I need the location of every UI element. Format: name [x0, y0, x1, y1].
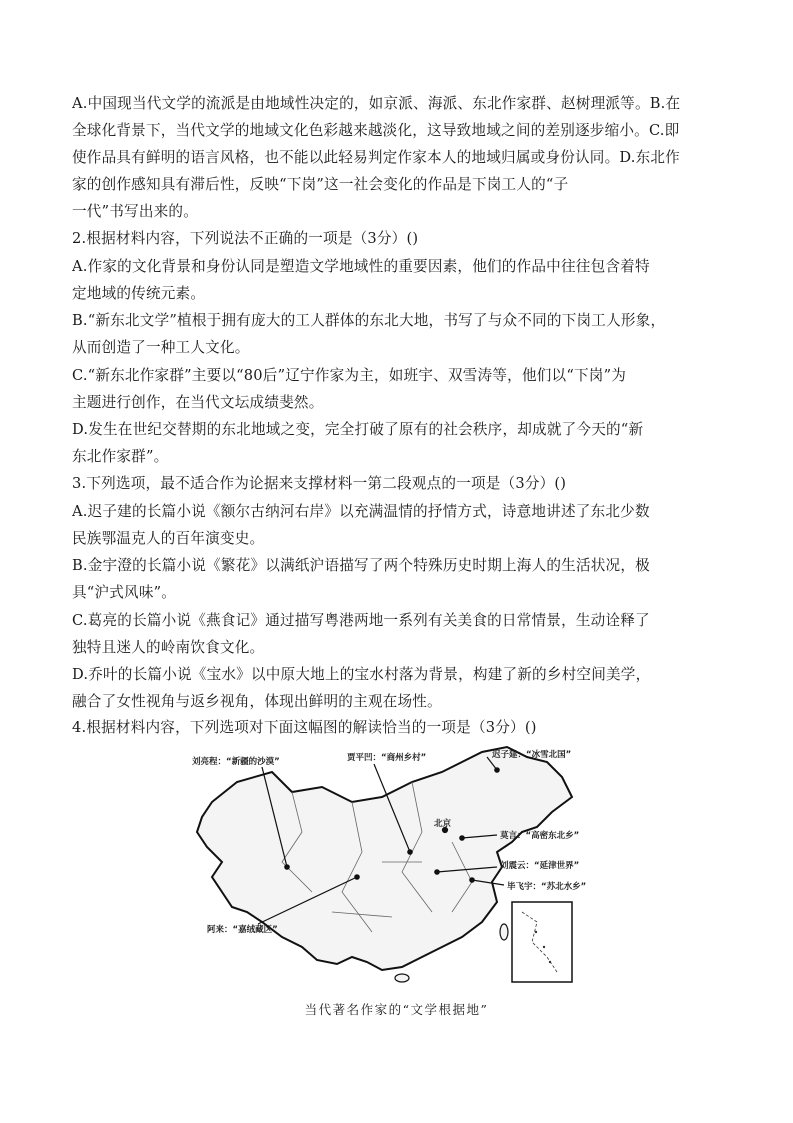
text-line: A.中国现当代文学的流派是由地域性决定的，如京派、海派、东北作家群、赵树理派等。B.在 [72, 95, 681, 112]
text-line: C.“新东北作家群”主要以“80后”辽宁作家为主，如班宇、双雪涛等，他们以“下岗”为 [72, 367, 627, 384]
label-liu-liangcheng: 刘亮程：“新疆的沙漠” [192, 757, 280, 767]
china-map [152, 742, 642, 988]
text-line: D.发生在世纪交替期的东北地域之变，完全打破了原有的社会秩序，却成就了今天的“新 [72, 421, 644, 438]
text-line: A.作家的文化背景和身份认同是塑造文学地域性的重要因素，他们的作品中往往包含着特 [72, 258, 650, 275]
text-line: 独特且迷人的岭南饮食文化。 [72, 639, 265, 656]
label-jia-pingwa: 贾平凹：“商州乡村” [347, 753, 427, 763]
text-line: 定地域的传统元素。 [72, 285, 206, 302]
text-line: 2.根据材料内容，下列说法不正确的一项是（3分）() [72, 230, 419, 247]
text-line: 民族鄂温克人的百年演变史。 [72, 530, 265, 547]
china-map-figure [152, 742, 642, 988]
text-line: 全球化背景下，当代文学的地域文化色彩越来越淡化，这导致地域之间的差别逐步缩小。C.即 [72, 122, 680, 139]
label-mo-yan: 莫言：“高密东北乡” [500, 831, 580, 841]
label-a-lai: 阿来：“嘉绒藏区” [207, 925, 278, 935]
text-line: 一代”书写出来的。 [72, 203, 199, 220]
text-line: 4.根据材料内容，下列选项对下面这幅图的解读恰当的一项是（3分）() [72, 719, 537, 736]
label-chi-zijian: 迟子建：“冰雪北国” [492, 750, 572, 760]
text-line: 东北作家群”。 [72, 448, 169, 465]
taiwan-island [500, 924, 508, 940]
text-line: C.葛亮的长篇小说《燕食记》通过描写粤港两地一系列有关美食的日常情景，生动诠释了 [72, 612, 650, 629]
label-liu-zhenyun: 刘震云：“延津世界” [500, 861, 580, 871]
text-line: D.乔叶的长篇小说《宝水》以中原大地上的宝水村落为背景，构建了新的乡村空间美学， [72, 666, 651, 683]
text-line: A.迟子建的长篇小说《额尔古纳河右岸》以充满温情的抒情方式，诗意地讲述了东北少数 [72, 503, 650, 520]
text-line: 融合了女性视角与返乡视角，体现出鲜明的主观在场性。 [72, 693, 442, 710]
text-line: 家的创作感知具有滞后性，反映“下岗”这一社会变化的作品是下岗工人的“子 [72, 176, 569, 193]
text-line: 3.下列选项，最不适合作为论据来支撑材料一第二段观点的一项是（3分）() [72, 475, 567, 492]
text-line: 具“沪式风味”。 [72, 584, 177, 601]
text-line: B.“新东北文学”植根于拥有庞大的工人群体的东北大地，书写了与众不同的下岗工人形象， [72, 312, 666, 329]
label-beijing: 北京 [434, 819, 452, 829]
text-line: 使作品具有鲜明的语言风格，也不能以此轻易判定作家本人的地域归属或身份认同。D.东北作 [72, 149, 680, 166]
text-line: 从而创造了一种工人文化。 [72, 339, 250, 356]
text-line: B.金宇澄的长篇小说《繁花》以满纸沪语描写了两个特殊历史时期上海人的生活状况，极 [72, 557, 650, 574]
text-line: 主题进行创作，在当代文坛成绩斐然。 [72, 394, 324, 411]
label-bi-feiyu: 毕飞宇：“苏北水乡” [507, 882, 587, 892]
hainan-island [395, 974, 409, 982]
south-sea-inset [512, 902, 572, 982]
map-caption: 当代著名作家的“文学根据地” [304, 1002, 489, 1017]
